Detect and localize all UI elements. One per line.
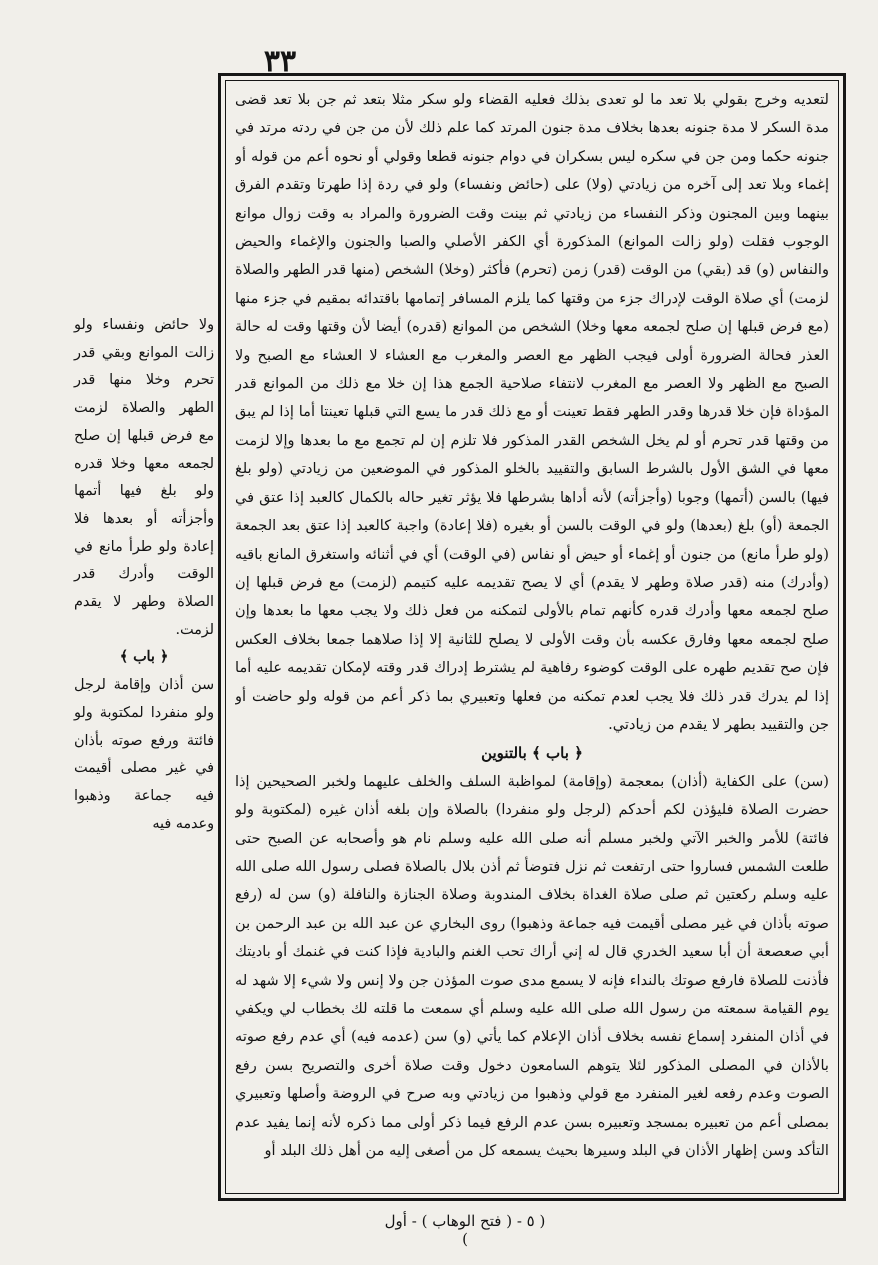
commentary-paragraph: (سن) على الكفاية (أذان) بمعجمة (وإقامة) لمواظبة السلف والخلف عليهما ولخبر الصحيحين إذا حضرت الصلاة فليؤذن لكم أحدكم (لرجل ولو منفردا) بالصلاة وإن بلغه أذان غيره (لمكتوبة ولو فائتة) للأمر والخبر الآتي ولخبر مسلم أنه صلى الله عليه وسلم نام هو وأصحابه عن الصبح حتى طلعت الشمس فساروا حتى ارتفعت ثم نزل فتوضأ ثم أذن بلال بالصلاة فصلى رسول الله صلى الله عليه وسلم ركعتين ثم صلى صلاة الغداة بخلاف المندوبة وصلاة الجنازة والنافلة (و) سن له (رفع صوته بأذان في غير مصلى أقيمت فيه جماعة وذهبوا) روى البخاري عن عبد الله بن عبد الرحمن بن أبي صعصعة أن أبا سعيد الخدري قال له إني أراك تحب الغنم والبادية فإذا كنت في غنمك أو باديتك فأذنت للصلاة فارفع صوتك بالنداء فإنه لا يسمع مدى صوت المؤذن جن ولا إنس ولا شيء إلا شهد له يوم القيامة سمعته من رسول الله صلى الله عليه وسلم أي سمعت ما قلته لك بخطاب لي ويكفي في أذان المنفرد إسماع نفسه بخلاف أذان الإعلام كما يأتي (و) سن (عدمه فيه) أي عدم رفع صوته بالأذان في المصلى المذكور لئلا يتوهم السامعون دخول وقت صلاة أخرى والتصريح بسن رفع الصوت وعدم رفعه لغير المنفرد مع قولي وذهبوا من زيادتي وبه صرح في الروضة وأصلها وتعبيري بمصلى أعم من تعبيره بمسجد وتعبيره بسن عدم الرفع فيما ذكر أولى مما ذكره لأنه إنما يفيد عدم التأكد وسن إظهار الأذان في البلد وسيرها بحيث يسمعه كل من أصغى إليه من أهل ذلك البلد أو (235, 772, 829, 1160)
margin-bab-heading: ﴿ باب ﴾ (119, 649, 169, 666)
commentary-frame (218, 73, 846, 1201)
margin-matn-text (74, 312, 214, 838)
page-footer: ( ٥ - ( فتح الوهاب ) - أول ) (384, 1212, 546, 1248)
margin-paragraph: ولا حائض ونفساء ولو زالت الموانع وبقي قدر تحرم وخلا منها قدر الطهر والصلاة لزمت مع فرض قبلها إن صلح لجمعه معها وخلا قدره ولو بلغ فيها أتمها وأجزأته أو بعدها فلا إعادة ولو طرأ مانع في الوقت وأدرك قدر الصلاة وطهر لا يقدم لزمت. (74, 317, 214, 638)
chapter-heading: ﴿ باب ﴾ بالتنوين (481, 744, 583, 763)
page-number: ٣٣ (263, 44, 297, 79)
commentary-paragraph: لتعديه وخرج بقولي بلا تعد ما لو تعدى بذلك فعليه القضاء ولو سكر مثلا بتعد ثم جن بلا تعد قضى مدة السكر لا مدة جنونه بعدها بخلاف مدة جنون المرتد كما علم ذلك لأن من جن في ردته مرتد في جنونه حكما ومن جن في سكره ليس بسكران في دوام جنونه قطعا وقولي أو نحوه أعم من قوله أو إغماء وبلا تعد إلى آخره من زيادتي (ولا) على (حائض ونفساء) ولو في ردة إذا طهرتا وتقدم الفرق بينهما وبين المجنون وذكر النفساء من زيادتي ثم بينت وقت الضرورة والمراد به وقت زوال موانع الوجوب فقلت (ولو زالت الموانع) المذكورة أي الكفر الأصلي والصبا والجنون والإغماء والحيض والنفاس (و) قد (بقي) من الوقت (قدر) زمن (تحرم) فأكثر (وخلا) الشخص (منها قدر الطهر والصلاة لزمت) أي صلاة الوقت لإدراك جزء من وقتها كما يلزم المسافر إتمامها باقتدائه بمقيم في جزء منها (مع فرض قبلها إن صلح لجمعه معها وخلا) الشخص من الموانع (قدره) أيضا لأن وقتها وقت له حالة العذر فحالة الضرورة أولى فيجب الظهر مع العصر والمغرب مع العشاء لا العشاء مع الصبح ولا الصبح مع الظهر ولا العصر مع المغرب لانتفاء صلاحية الجمع هذا إن خلا مع ذلك من الموانع قدر المؤداة فإن خلا قدرها وقدر الطهر فقط تعينت أو مع ذلك قدر ما يسع التي قبلها تعينتا أما إذا لم يبق من وقتها قدر تحرم أو لم يخل الشخص القدر المذكور فلا تلزم إن لم تجمع مع ما بعدها وإلا لزمت معها في الشق الأول بالشرط السابق والتقييد بالخلو المذكور في الموضعين من زيادتي (ولو بلغ فيها) بالسن (أتمها) وجوبا (وأجزأته) لأنه أداها بشرطها فلا يؤثر تغير حاله بالكمال كالعبد إذا عتق في الجمعة (أو) بلغ (بعدها) ولو في الوقت بالسن أو بغيره (فلا إعادة) واجبة كالعبد إذا عتق بعد الجمعة (ولو طرأ مانع) من جنون أو إغماء أو حيض أو نفاس (في الوقت) أي في أثنائه واستغرق المانع باقيه (وأدرك) منه (قدر صلاة وطهر لا يقدم) أي لا يصح تقديمه عليه كتيمم (لزمت) مع فرض قبلها إن صلح لجمعه معها وأدرك قدره كأنهم تمام بالأولى لتمكنه من فعل ذلك ولا يجب معها ما بعدها وإن صلح لجمعه معها وفارق عكسه بأن وقت الأولى لا يصلح للثانية إلا إذا صلاهما جمعا بخلاف العكس فإن صح تقديم طهره على الوقت كوضوء رفاهية لم يشترط إدراك قدر وقته لإمكان تقديمه عليه أما إذا لم يدرك قدر ذلك فلا يجب لعدم تمكنه من فعلها وتعبيري بما ذكر أعم من قوله ولو حاضت أو جن والتقييد بطهر لا يقدم من زيادتي. (235, 91, 829, 733)
commentary-text (235, 86, 829, 1188)
margin-paragraph: سن أذان وإقامة لرجل ولو منفردا لمكتوبة ولو فائتة ورفع صوته بأذان في غير مصلى أقيمت فيه جماعة وذهبوا وعدمه فيه (74, 677, 214, 832)
